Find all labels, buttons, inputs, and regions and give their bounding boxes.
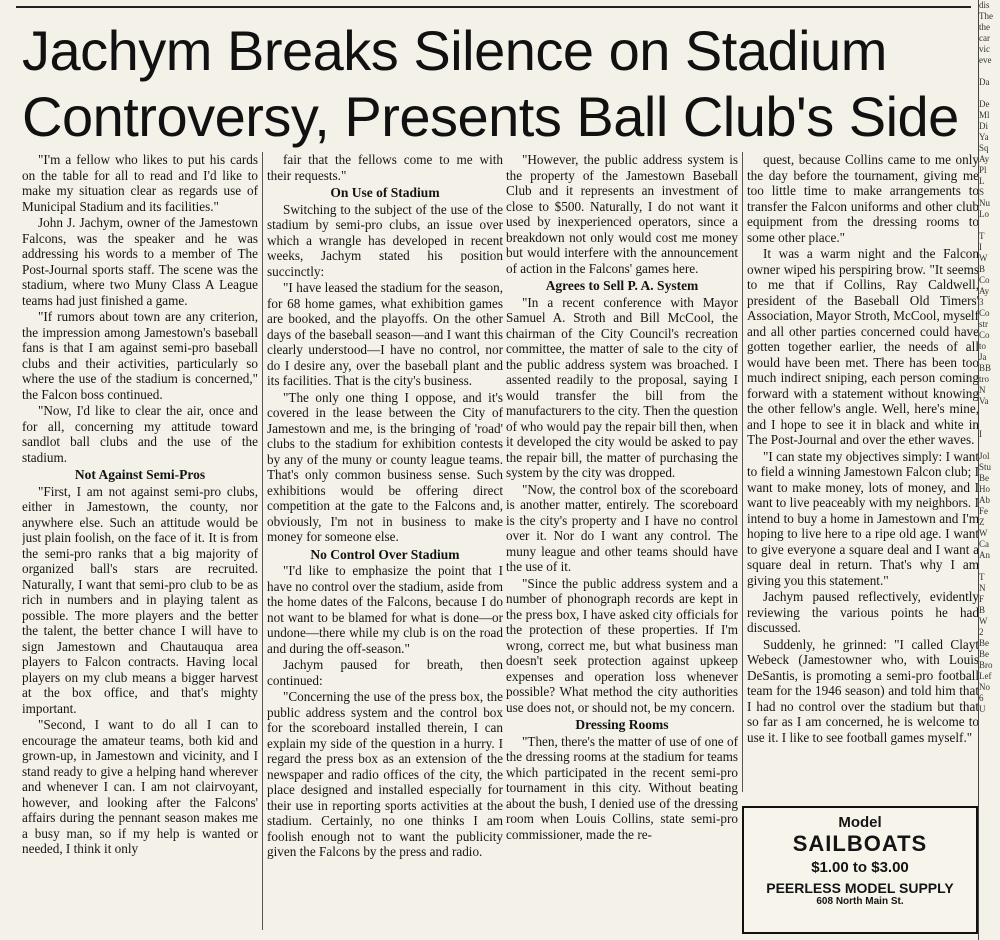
- fragment-line: The: [979, 11, 993, 21]
- fragment-line: Ya: [979, 132, 989, 142]
- paragraph: Suddenly, he grinned: "I called Clayt Webeck (Jamestowner who, with Louis DeSantis, is promoting a semi-pro football team for the 1946 season) and told him that I had no control over the stadium but that so far as I am concerned, he is welcome to use it. I like to see football games myself.": [747, 636, 979, 745]
- ad-line-address: 608 North Main St.: [816, 896, 904, 907]
- fragment-line: No: [979, 682, 990, 692]
- subhead: Dressing Rooms: [575, 717, 669, 732]
- fragment-line: vic: [979, 44, 990, 54]
- paragraph: "Concerning the use of the press box, the public address system and the control box for the scoreboard installed therein, I can explain my side of the question in a hurry. I regard the press box as an extension of the newspaper and radio offices of the city, the place designed and installed especially for their use in reporting sports activities at the stadium. Certainly, no one thinks I am foolish enough not to want the publicity given the Falcons by the press and radio.: [267, 689, 503, 859]
- paragraph: quest, because Collins came to me only the day before the tournament, giving me too little time to make arrangements to transfer the Falcon uniforms and other club equipment from the dressing rooms to some other place.": [747, 152, 979, 245]
- fragment-line: [979, 561, 1000, 572]
- headline-line-2: Controversy, Presents Ball Club's Side: [22, 85, 959, 148]
- fragment-line: tro: [979, 374, 989, 384]
- fragment-line: Va: [979, 396, 989, 406]
- fragment-line: T: [979, 231, 985, 241]
- paragraph: "I have leased the stadium for the season, for 68 home games, what exhibition games are booked, and the playoffs. On the other days of the baseball season—and I want this clearly understood—I have no control, nor do I desire any, over the baseball plant and its facilities. That is the city's business.: [267, 280, 503, 388]
- fragment-line: Lef: [979, 671, 992, 681]
- fragment-line: dis: [979, 0, 990, 10]
- paragraph: fair that the fellows come to me with their requests.": [267, 152, 503, 183]
- sailboats-advertisement: [742, 806, 978, 934]
- fragment-line: Be: [979, 638, 989, 648]
- fragment-line: Ca: [979, 539, 989, 549]
- paragraph: "However, the public address system is the property of the Jamestown Baseball Club and it represents an investment of close to $500. Naturally, I do not want it used by inexperienced operators, since a breakdown not only would cost me money but would interfere with the announcement of action in the Falcons' games here.: [506, 152, 738, 276]
- fragment-line: 3: [979, 297, 984, 307]
- fragment-line: Bro: [979, 660, 993, 670]
- subhead: Not Against Semi-Pros: [74, 467, 206, 482]
- ad-line-sailboats: SAILBOATS: [792, 831, 928, 856]
- paragraph: Switching to the subject of the use of the stadium by semi-pro clubs, an issue over which a wrangle has developed in recent weeks, Jachym stated his position succinctly:: [267, 201, 503, 279]
- fragment-line: U: [979, 704, 986, 714]
- paragraph: "I can state my objectives simply: I want to field a winning Jamestown Falcon club; I want to make money, lots of money, and I want to live peaceably with my neighbors. I intend to buy a home in Jamestown and I'm hoping to live here to a ripe old age. I want to give everyone a square deal and I want a square deal in return. That's why I am giving you this statement.": [747, 448, 979, 588]
- top-rule: [16, 6, 971, 8]
- article-column-3: [506, 152, 738, 930]
- paragraph: "First, I am not against semi-pro clubs, either in Jamestown, the county, nor anywhere else. Such an attitude would be just plain foolish, on the face of it. It is from the semi-pro ranks that a big majority of organized ball's stars are recruited. Naturally, I want that semi-pro club to be as rich in numbers and in playing talent as possible. The more players and the better the talent, the better chance I will have to sign Jamestown and Chautauqua area players to Falcon contracts. Having local players on my club means a bigger harvest at the box office, and that's mighty important.: [22, 483, 258, 716]
- ad-line-store: PEERLESS MODEL SUPPLY: [766, 880, 954, 896]
- fragment-line: [979, 407, 1000, 418]
- headline: [22, 18, 972, 150]
- fragment-line: Stu: [979, 462, 992, 472]
- fragment-line: S: [979, 187, 985, 197]
- fragment-line: [979, 220, 1000, 231]
- paragraph: "The only one thing I oppose, and it's covered in the lease between the City of Jamestown and me, is the bringing of 'road' clubs to the stadium for exhibition contests by any of the muny or county league teams. That's only common business sense. Such exhibitions would be offering direct competition at the gate to the Falcons and, obviously, I'm not in business to make money for someone else.: [267, 389, 503, 544]
- fragment-line: N: [979, 385, 986, 395]
- fragment-line: BB: [979, 363, 992, 373]
- fragment-line: 6: [979, 693, 984, 703]
- subhead: Agrees to Sell P. A. System: [545, 278, 699, 293]
- ad-line-price: $1.00 to $3.00: [811, 859, 909, 876]
- fragment-line: T: [979, 572, 985, 582]
- fragment-line: Lo: [979, 209, 989, 219]
- fragment-line: str: [979, 319, 988, 329]
- fragment-line: Z: [979, 517, 985, 527]
- fragment-line: [979, 88, 1000, 99]
- paragraph: "Since the public address system and a number of phonograph records are kept in the press box, I have asked city officials for the protection of these properties. If I'm wrong, correct me, but what business man doesn't seek protection against upkeep expenses and operation loss whenever possible? What method the city authorities use does not, or should not, be my concern.: [506, 575, 738, 715]
- fragment-line: L: [979, 176, 985, 186]
- fragment-line: F: [979, 594, 985, 604]
- fragment-line: Ay: [979, 154, 990, 164]
- article-column-4: [742, 152, 979, 792]
- fragment-line: car: [979, 33, 990, 43]
- paragraph: Jachym paused for breath, then continued:: [267, 657, 503, 688]
- fragment-line: W: [979, 528, 988, 538]
- subhead: On Use of Stadium: [330, 185, 440, 200]
- paragraph: "I'd like to emphasize the point that I have no control over the stadium, aside from the home dates of the Falcons, because I do not want to be blamed for what is done—or undone—there while my club is on the road and during the off-season.": [267, 563, 503, 656]
- fragment-line: to: [979, 341, 987, 351]
- fragment-line: Co: [979, 275, 990, 285]
- fragment-line: Fe: [979, 506, 988, 516]
- paragraph: "Now, the control box of the scoreboard is another matter, entirely. The scoreboard is the city's property and I have no control over it. Nor do I want any control. The muny league and other teams should have the use of it.: [506, 481, 738, 574]
- fragment-line: Co: [979, 308, 990, 318]
- fragment-line: An: [979, 550, 990, 560]
- paragraph: "Then, there's the matter of use of one of the dressing rooms at the stadium for teams which participated in the recent semi-pro tournament in this city. Without beating about the bush, I denied use of the dressing room when Louis Collins, state semi-pro commissioner, made the re-: [506, 733, 738, 842]
- fragment-line: Be: [979, 473, 989, 483]
- fragment-line: N: [979, 583, 986, 593]
- paragraph: "Now, I'd like to clear the air, once and for all, concerning my attitude toward sandlot ball clubs and the use of the stadium.: [22, 403, 258, 465]
- fragment-line: Sq: [979, 143, 989, 153]
- fragment-line: Di: [979, 121, 988, 131]
- article-column-1: [22, 152, 258, 930]
- paragraph: It was a warm night and the Falcon owner wiped his perspiring brow. "It seems to me that if Collins, Ray Caldwell, president of the Baseball Old Timers' Association, Mayor Stroth, McCool, myself and all other parties concerned could have gotten together earlier, the needs of all would have been met. There has been too much indirect sniping, each person coming forward with a statement without knowing the other fellow's angle. Well, here's mine, and I hope to see it in black and white in The Post-Journal and over the ether waves.: [747, 246, 979, 447]
- fragment-line: Be: [979, 649, 989, 659]
- fragment-line: Ja: [979, 352, 987, 362]
- fragment-line: B: [979, 605, 986, 615]
- fragment-line: W: [979, 253, 988, 263]
- fragment-line: Ab: [979, 495, 990, 505]
- adjacent-column-fragment: [978, 0, 1000, 940]
- fragment-line: W: [979, 616, 988, 626]
- article-column-2: [262, 152, 503, 930]
- headline-line-1: Jachym Breaks Silence on Stadium: [22, 19, 887, 82]
- paragraph: "In a recent conference with Mayor Samuel A. Stroth and Bill McCool, the chairman of the City Council's recreation committee, the matter of sale to the city of the public address system was broached. I assented readily to the proposal, saying I would transfer the bill from the manufacturers to the city. Then the question of who would pay the repair bill then, when it developed the city would be asked to pay the repair bill, the matter of purchasing the system by the city was dropped.: [506, 294, 738, 480]
- fragment-line: Ay: [979, 286, 990, 296]
- fragment-line: Jol: [979, 451, 990, 461]
- fragment-line: B: [979, 264, 986, 274]
- fragment-line: 2: [979, 627, 984, 637]
- fragment-line: De: [979, 99, 990, 109]
- fragment-line: Ml: [979, 110, 990, 120]
- fragment-line: Pl: [979, 165, 987, 175]
- fragment-line: the: [979, 22, 990, 32]
- paragraph: John J. Jachym, owner of the Jamestown Falcons, was the speaker and he was addressing his words to a member of The Post-Journal sports staff. The scene was the stadium, where two Muny Class A League teams had just finished a game.: [22, 215, 258, 308]
- ad-line-model: Model: [838, 814, 882, 831]
- fragment-line: [979, 418, 1000, 429]
- fragment-line: eve: [979, 55, 992, 65]
- fragment-line: [979, 440, 1000, 451]
- fragment-line: Da: [979, 77, 990, 87]
- fragment-line: I: [979, 242, 982, 252]
- paragraph: Jachym paused reflectively, evidently reviewing the various points he had discussed.: [747, 589, 979, 635]
- fragment-line: Nu: [979, 198, 990, 208]
- fragment-line: Co: [979, 330, 990, 340]
- paragraph: "If rumors about town are any criterion, the impression among Jamestown's baseball fans is that I am against semi-pro baseball clubs and their activities, particularly so where the use of the stadium is concerned," the Falcon boss continued.: [22, 309, 258, 402]
- fragment-line: [979, 66, 1000, 77]
- fragment-line: Ho: [979, 484, 990, 494]
- subhead: No Control Over Stadium: [310, 546, 460, 562]
- paragraph: "I'm a fellow who likes to put his cards on the table for all to read and I'd like to make my situation clear as regards use of Municipal Stadium and its facilities.": [22, 152, 258, 214]
- fragment-line: I: [979, 429, 982, 439]
- paragraph: "Second, I want to do all I can to encourage the amateur teams, both kid and grown-up, in Jamestown and vicinity, and I stand ready to give a helping hand wherever and whenever I can. I am not clairvoyant, however, and looking after the Falcons' affairs during the pennant season makes me a busy man, so if my help is wanted or needed, I think it only: [22, 717, 258, 856]
